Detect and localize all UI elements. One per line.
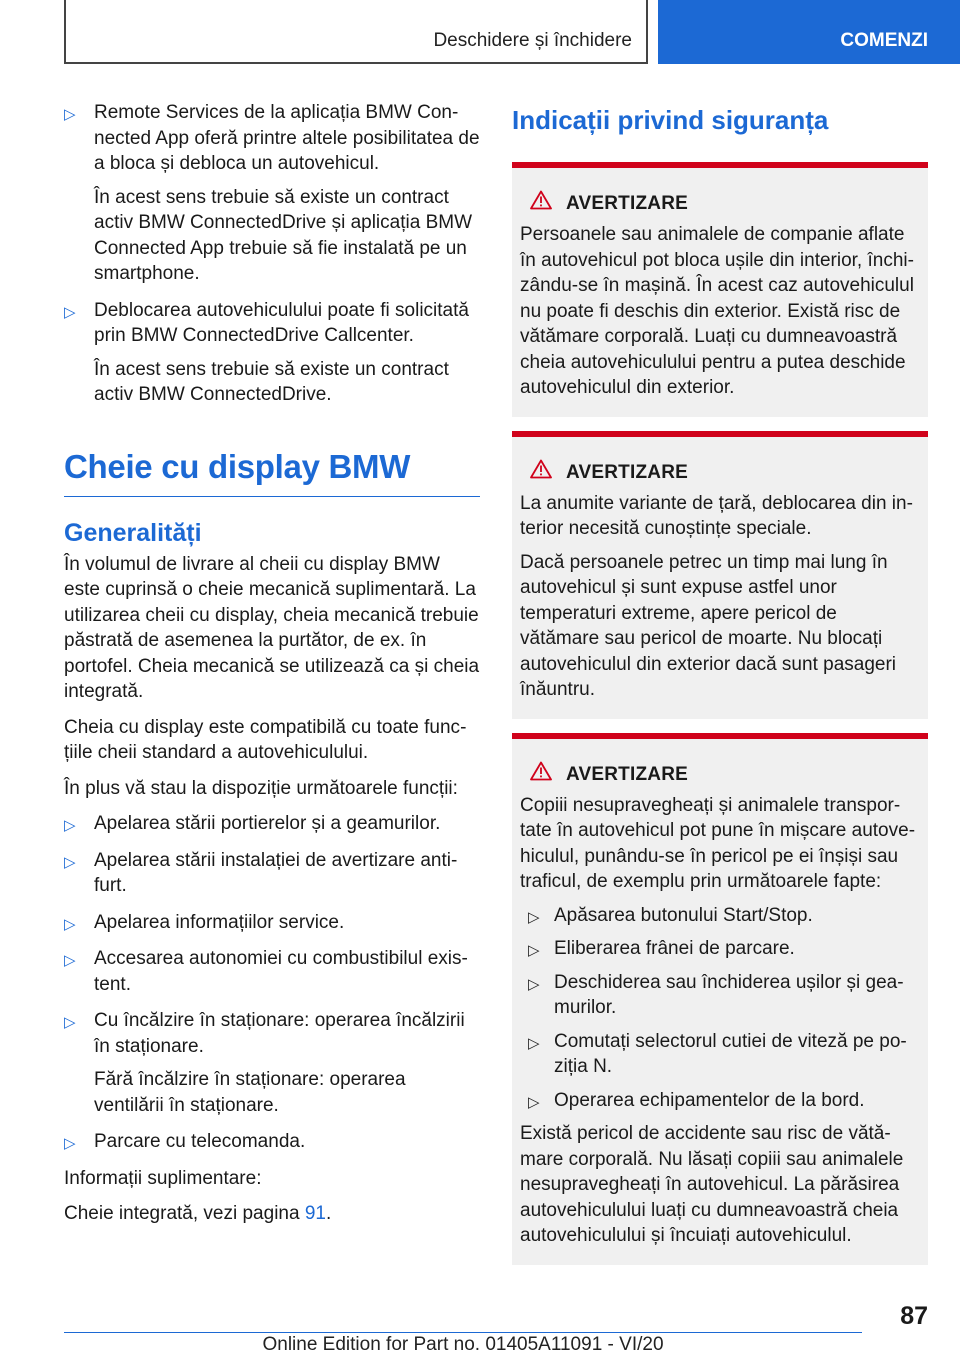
- triangle-right-icon: ▷: [528, 975, 540, 993]
- list-item-text: Remote Services de la aplicația BMW Connected App oferă printre altele posibilitatea de a bloca și debloca un autovehicul.: [94, 102, 480, 174]
- warning-list-text: Comutați selectorul cutiei de viteză pe poziția N.: [554, 1030, 907, 1077]
- section-title: COMENZI: [840, 30, 928, 51]
- page-reference-link[interactable]: 91: [304, 1203, 326, 1224]
- warning-text: Persoanele sau animalele de companie aflate în autovehicul pot bloca ușile din interior, închizându-se în mașină. În acest caz autovehiculul nu poate fi deschis din exterior. Există risc de vătămare corporală. Luați cu dumneavoastră cheia autovehiculului pentru a putea deschide autovehiculul din exterior.: [520, 224, 914, 398]
- list-item-text: Apelarea informațiilor service.: [94, 911, 345, 933]
- list-item: [64, 811, 480, 837]
- page-number: 87: [900, 1302, 928, 1330]
- warning-box: [512, 162, 928, 417]
- warning-list-text: Eliberarea frânei de parcare.: [554, 938, 795, 959]
- list-item: [64, 1008, 480, 1118]
- warning-text: Dacă persoanele petrec un timp mai lung în autovehicul și sunt expuse astfel unor temperaturi extreme, apere pericol de vătămare sau pericol de moarte. Nu blocați autovehiculul din exterior dacă sunt pasageri înăuntru.: [520, 551, 897, 700]
- list-item-text: Apelarea stării instalației de avertizare antifurt.: [94, 849, 458, 896]
- warning-list-item: [520, 903, 920, 929]
- warning-header: [520, 761, 920, 789]
- right-column: [512, 100, 928, 1279]
- warning-label: AVERTIZARE: [566, 763, 688, 785]
- remote-services-list: [64, 100, 480, 408]
- warning-header: [520, 459, 920, 487]
- intro-paragraph: În volumul de livrare al cheii cu display BMW este cuprinsă o cheie mecanică suplimentară. La utilizarea cheii cu display, cheia mecanică trebuie păstrată de asemenea la purtător, de ex. în portofel. Cheia mecanică se utilizează ca și cheia integrată.: [64, 553, 480, 702]
- list-item-text: În acest sens trebuie să existe un contract activ BMW ConnectedDrive.: [94, 358, 449, 405]
- warning-list-text: Apăsarea butonului Start/Stop.: [554, 904, 813, 926]
- warning-triangle-icon: [530, 190, 552, 210]
- edition-footer: Online Edition for Part no. 01405A11091 - VI/20: [262, 1334, 664, 1355]
- list-item-text: Fără încălzire în staționare: operarea ventilării în staționare.: [94, 1069, 406, 1116]
- triangle-right-icon: ▷: [64, 1014, 76, 1031]
- features-list: [64, 811, 480, 1155]
- warning-list-text: Operarea echipamentelor de la bord.: [554, 1089, 865, 1111]
- warning-text: La anumite variante de țară, deblocarea din interior necesită cunoștințe speciale.: [520, 492, 913, 539]
- list-item-text: Deblocarea autovehiculului poate fi solicitată prin BMW ConnectedDrive Callcenter.: [94, 299, 469, 346]
- warning-list-item: [520, 970, 920, 1021]
- warning-text: Copiii nesupravegheați și animalele transportate în autovehicul pot pune în mișcare autovehiculul, punându-se în pericol pe ei înșiși sau traficul, de exemplu prin următoarele fapte:: [520, 794, 916, 892]
- triangle-right-icon: ▷: [64, 817, 76, 834]
- triangle-right-icon: ▷: [528, 1034, 540, 1052]
- triangle-right-icon: ▷: [528, 942, 540, 959]
- warning-list-item: [520, 1088, 920, 1114]
- triangle-right-icon: ▷: [64, 915, 76, 933]
- triangle-right-icon: ▷: [64, 106, 76, 123]
- safety-heading: Indicații privind siguranța: [512, 105, 829, 135]
- triangle-right-icon: ▷: [64, 1135, 76, 1152]
- warning-closing-text: Există pericol de accidente sau risc de vătămare corporală. Nu lăsați copiii sau animalele nesupravegheați în autovehicul. La părăsirea autovehiculului luați cu dumneavoastră cheia autovehiculului și încuiați autovehiculul.: [520, 1123, 904, 1246]
- warning-box: [512, 733, 928, 1265]
- triangle-right-icon: ▷: [528, 908, 540, 926]
- warning-list-item: [520, 936, 920, 962]
- warning-box: [512, 431, 928, 719]
- list-item-text: Apelarea stării portierelor și a geamurilor.: [94, 813, 441, 834]
- chapter-title: Deschidere și închidere: [433, 30, 632, 51]
- functions-intro: În plus vă stau la dispoziție următoarele funcții:: [64, 777, 458, 799]
- warning-list-text: Deschiderea sau închiderea ușilor și geamurilor.: [554, 971, 904, 1018]
- footer-divider: [64, 1332, 862, 1333]
- list-item-text: Accesarea autonomiei cu combustibilul existent.: [94, 948, 468, 995]
- list-item: [64, 848, 480, 899]
- left-column: [64, 100, 480, 1237]
- display-key-heading: Cheie cu display BMW: [64, 448, 480, 497]
- reference-text: Cheie integrată, vezi pagina: [64, 1203, 305, 1224]
- list-item: [64, 910, 480, 936]
- triangle-right-icon: ▷: [64, 303, 76, 321]
- list-item: [64, 1129, 480, 1155]
- triangle-right-icon: ▷: [64, 952, 76, 969]
- reference-line: [64, 1201, 480, 1227]
- warning-list-item: [520, 1029, 920, 1080]
- warning-label: AVERTIZARE: [566, 193, 688, 214]
- list-item-text: Parcare cu telecomanda.: [94, 1131, 306, 1152]
- warning-header: [520, 190, 920, 218]
- warning-triangle-icon: [530, 459, 552, 479]
- triangle-right-icon: ▷: [64, 853, 76, 871]
- triangle-right-icon: ▷: [528, 1093, 540, 1111]
- compatibility-paragraph: Cheia cu display este compatibilă cu toate funcțiile cheii standard a autovehiculului.: [64, 716, 467, 763]
- reference-suffix: .: [325, 1203, 332, 1224]
- chapter-tab: [64, 0, 648, 64]
- list-item-text: Cu încălzire în staționare: operarea încălzirii în staționare.: [94, 1010, 465, 1057]
- warnings-container: [512, 162, 928, 1265]
- warning-label: AVERTIZARE: [566, 461, 688, 483]
- list-item: [64, 100, 480, 287]
- additional-info-label: Informații suplimentare:: [64, 1167, 262, 1189]
- list-item-text: În acest sens trebuie să existe un contract activ BMW ConnectedDrive și aplicația BMW Connected App trebuie să fie instalată pe un smartphone.: [94, 186, 472, 284]
- warning-triangle-icon: [530, 761, 552, 781]
- list-item: [64, 946, 480, 997]
- list-item: [64, 298, 480, 408]
- section-tab: [658, 0, 960, 64]
- general-subheading: Generalități: [64, 518, 202, 547]
